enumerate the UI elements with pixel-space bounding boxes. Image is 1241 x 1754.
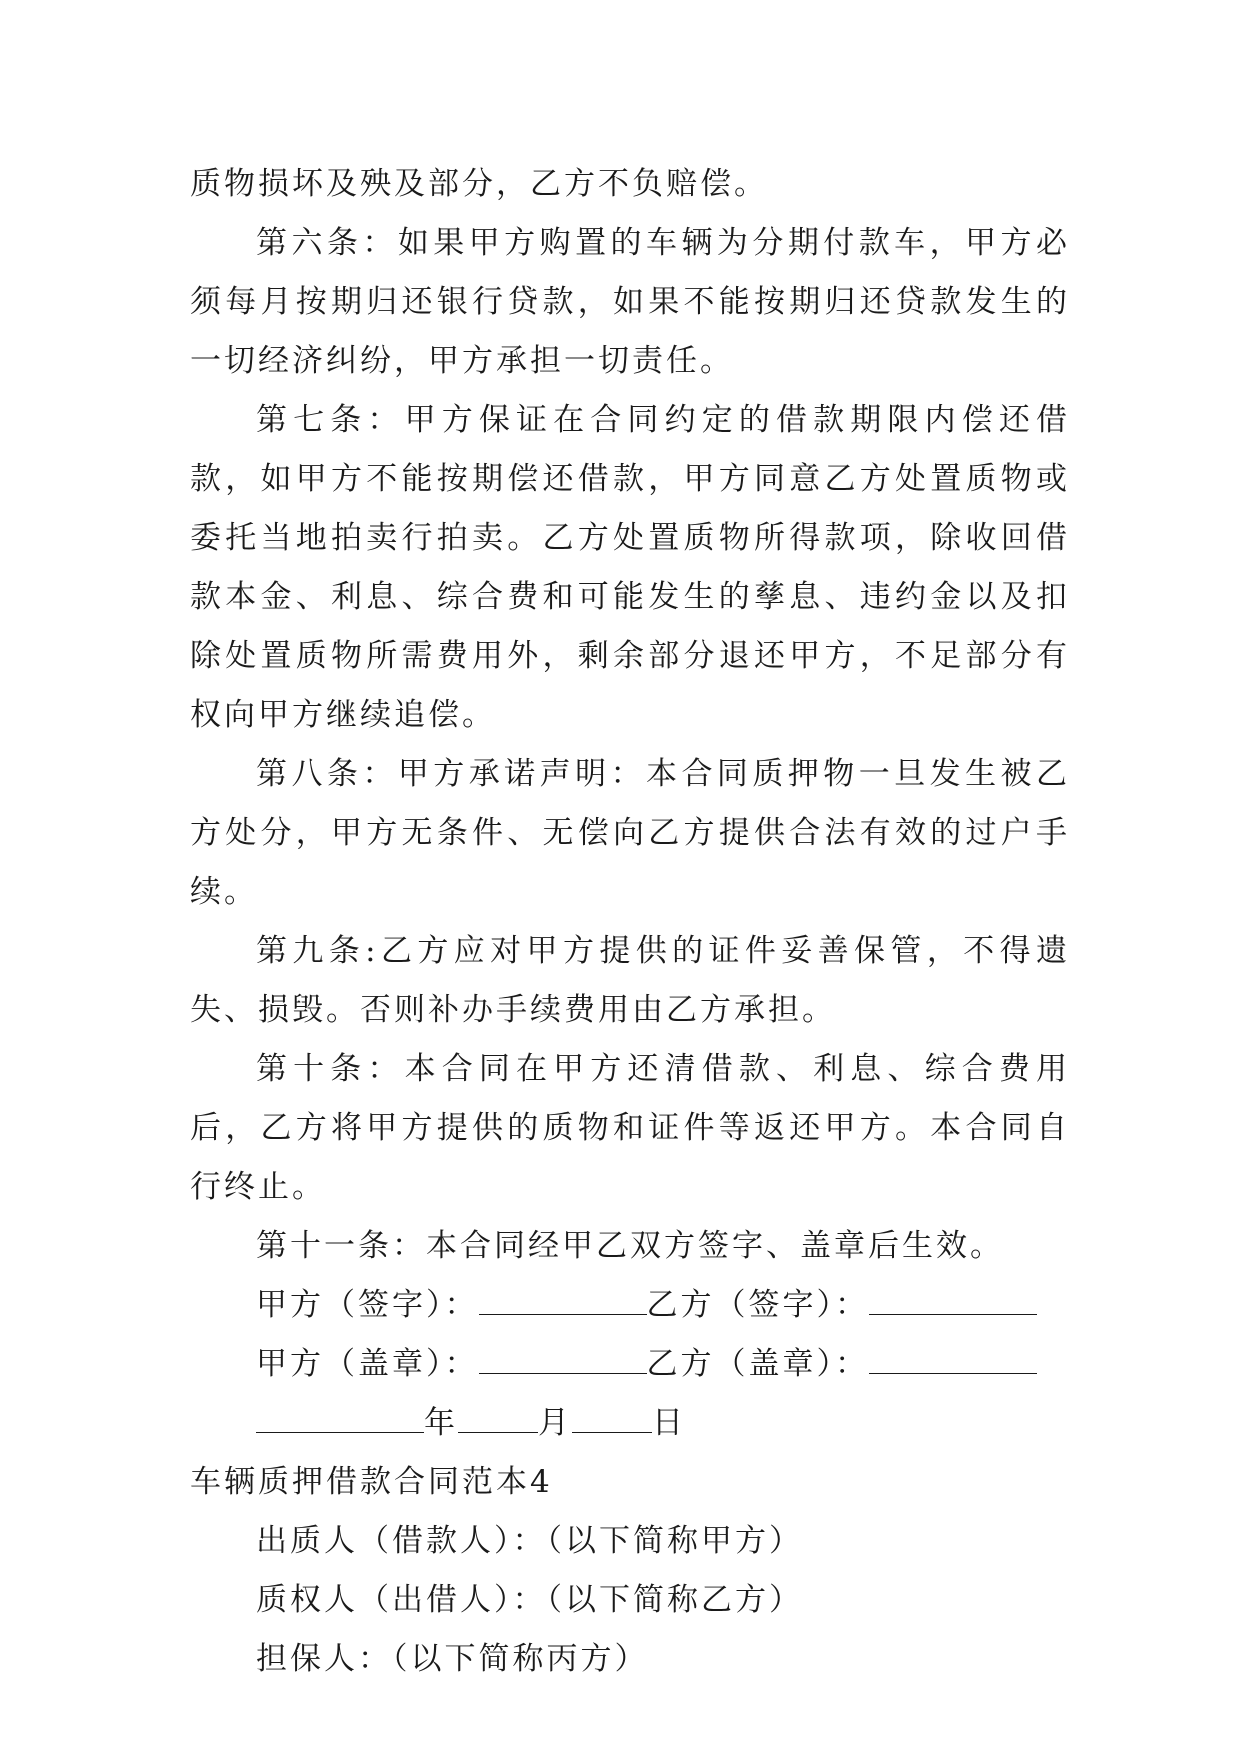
article-8: 第八条：甲方承诺声明：本合同质押物一旦发生被乙方处分，甲方无条件、无偿向乙方提供合法有效的过户手续。 [190,756,1070,910]
article-7: 第七条：甲方保证在合同约定的借款期限内偿还借款，如甲方不能按期偿还借款，甲方同意乙方处置质物或委托当地拍卖行拍卖。乙方处置质物所得款项，除收回借款本金、利息、综合费和可能发生的孳息、违约金以及扣除处置质物所需费用外，剩余部分退还甲方，不足部分有权向甲方继续追偿。 [190,402,1070,733]
signature-line [190,1276,1070,1335]
party-b-seal-blank [869,1339,1037,1374]
pledgee-line: 质权人（出借人）：（以下简称乙方） [256,1582,803,1618]
year-label: 年 [424,1405,458,1441]
pledgor-line: 出质人（借款人）：（以下简称甲方） [256,1523,803,1559]
article-11: 第十一条：本合同经甲乙双方签字、盖章后生效。 [256,1228,1004,1264]
party-a-seal-label: 甲方（盖章）： [256,1346,479,1382]
guarantor-line: 担保人：（以下简称丙方） [256,1641,649,1677]
article-10: 第十条：本合同在甲方还清借款、利息、综合费用后，乙方将甲方提供的质物和证件等返还甲方。本合同自行终止。 [190,1051,1070,1205]
party-a-sign-blank [479,1280,647,1315]
seal-line [190,1335,1070,1394]
month-blank [458,1398,538,1433]
party-b-sign-blank [869,1280,1037,1315]
party-a-sign-label: 甲方（签字）： [256,1287,479,1323]
article-6: 第六条：如果甲方购置的车辆为分期付款车，甲方必须每月按期归还银行贷款，如果不能按期归还贷款发生的一切经济纠纷，甲方承担一切责任。 [190,225,1070,379]
date-line [190,1394,1070,1453]
month-label: 月 [538,1405,572,1441]
article-9: 第九条:乙方应对甲方提供的证件妥善保管，不得遗失、损毁。否则补办手续费用由乙方承担。 [190,933,1070,1028]
party-a-seal-blank [479,1339,647,1374]
day-label: 日 [652,1405,686,1441]
party-b-seal-label: 乙方（盖章）： [646,1346,869,1382]
paragraph-continuation: 质物损坏及殃及部分，乙方不负赔偿。 [190,166,768,202]
contract-text [190,155,1070,1689]
party-b-sign-label: 乙方（签字）： [646,1287,869,1323]
day-blank [572,1398,652,1433]
section-title: 车辆质押借款合同范本4 [190,1464,553,1500]
year-blank [256,1398,424,1433]
